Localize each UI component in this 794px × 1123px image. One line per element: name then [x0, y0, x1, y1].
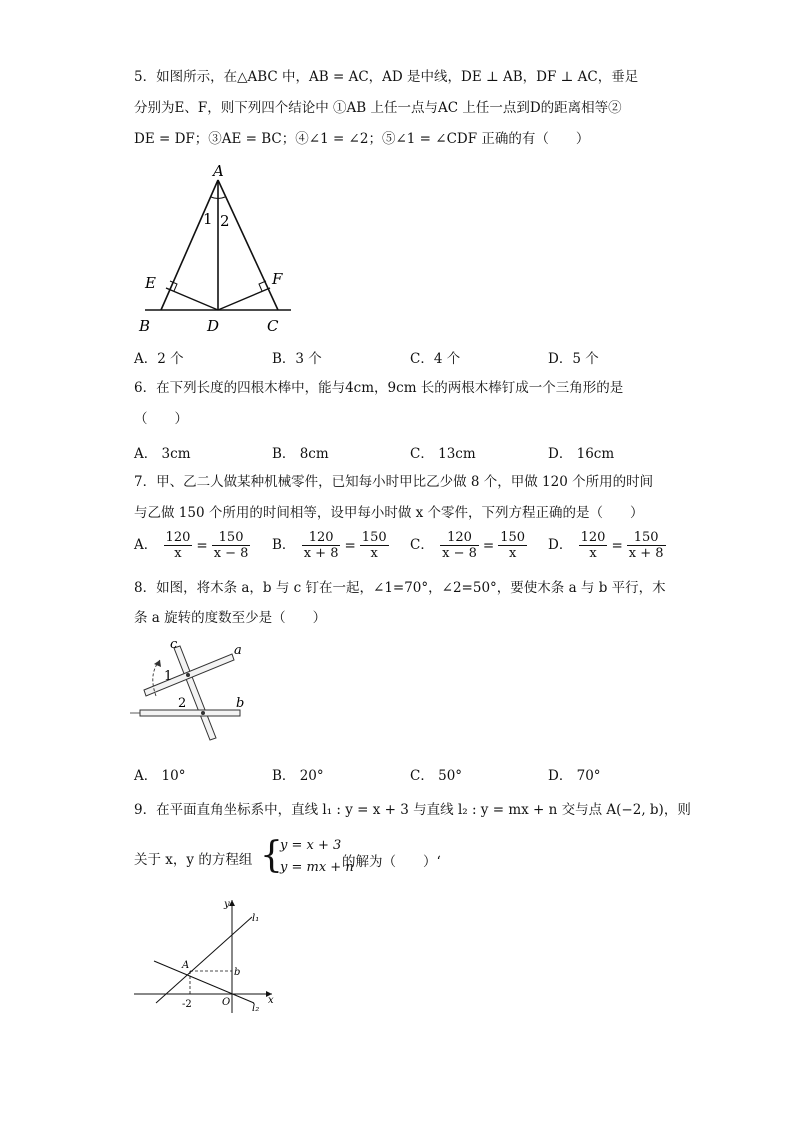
q7-option-a[interactable]: A． $\frac{120}{x}$ = $\frac{150}{x - 8}$ [134, 530, 249, 561]
fraction: $\frac{120}{x}$ [580, 530, 606, 561]
q5-option-d[interactable]: D．5 个 [548, 351, 599, 367]
q5-stem-line2: 分别为E、F，则下列四个结论中 ①AB 上任一点与AC 上任一点到D的距离相等② [134, 100, 622, 116]
fraction: $\frac{150}{x}$ [500, 530, 526, 561]
q6-stem-line1: 6．在下列长度的四根木棒中，能与4cm，9cm 长的两根木棒钉成一个三角形的是 [134, 380, 624, 396]
q5-option-b[interactable]: B．3 个 [272, 351, 322, 367]
fraction: $\frac{150}{x - 8}$ [213, 530, 249, 561]
q5-label-B: B [139, 317, 151, 335]
q8-option-c[interactable]: C． 50° [410, 768, 463, 784]
fraction: $\frac{120}{x + 8}$ [303, 530, 339, 561]
q8-label-c: c [170, 637, 178, 652]
q7-option-d-label: D． [548, 537, 573, 553]
q5-triangle-figure [135, 160, 300, 335]
q8-option-d[interactable]: D． 70° [548, 768, 601, 784]
q5-label-D: D [207, 317, 220, 335]
q9-system-eq1: y = x + 3 [280, 838, 342, 853]
q5-stem-line1: 5．如图所示，在△ABC 中，AB = AC，AD 是中线，DE ⊥ AB，DF ⊥ AC，垂足 [134, 69, 639, 85]
q6-option-c[interactable]: C． 13cm [410, 446, 476, 462]
q9-line-l1-label: l₁ [252, 913, 260, 924]
q6-stem-line2: （ ） [134, 411, 188, 427]
q9-point-A-label: A [182, 960, 190, 971]
q8-label-a: a [234, 643, 242, 658]
system-brace: { [260, 835, 283, 876]
q5-option-c[interactable]: C．4 个 [410, 351, 461, 367]
q5-label-F: F [272, 270, 283, 288]
q8-stem-line2: 条 a 旋转的度数至少是（ ） [134, 610, 327, 626]
q7-option-c[interactable]: C． $\frac{120}{x - 8}$ = $\frac{150}{x}$ [410, 530, 526, 561]
q5-label-A: A [213, 162, 224, 180]
q5-label-E: E [145, 274, 156, 292]
q5-angle-2: 2 [220, 212, 230, 230]
q7-stem-line1: 7．甲、乙二人做某种机械零件，已知每小时甲比乙少做 8 个，甲做 120 个所用的时间 [134, 474, 654, 490]
q8-label-b: b [236, 696, 245, 711]
q8-wood-strips-figure [130, 636, 255, 751]
q8-option-b[interactable]: B． 20° [272, 768, 324, 784]
q7-option-d[interactable]: D． $\frac{120}{x}$ = $\frac{150}{x + 8}$ [548, 530, 664, 561]
q6-option-b[interactable]: B． 8cm [272, 446, 329, 462]
q5-angle-1: 1 [203, 210, 213, 228]
q9-stem-line1: 9．在平面直角坐标系中，直线 l₁ : y = x + 3 与直线 l₂ : y = mx + n 交与点 A(−2, b)，则 [134, 802, 691, 818]
q7-option-b[interactable]: B． $\frac{120}{x + 8}$ = $\frac{150}{x}$ [272, 530, 387, 561]
q9-system-eq2: y = mx + n [280, 860, 354, 875]
q7-option-b-label: B． [272, 537, 296, 553]
q9-stem-line2-pre: 关于 x，y 的方程组 [134, 852, 253, 868]
q9-coordinate-graph [130, 895, 280, 1015]
q7-option-a-label: A． [134, 537, 158, 553]
q6-option-d[interactable]: D． 16cm [548, 446, 615, 462]
q9-b-label: b [234, 967, 241, 978]
fraction: $\frac{120}{x}$ [165, 530, 191, 561]
q8-stem-line1: 8．如图，将木条 a，b 与 c 钉在一起，∠1=70°，∠2=50°，要使木条 a 与 b 平行，木 [134, 580, 666, 596]
fraction: $\frac{150}{x}$ [361, 530, 387, 561]
q9-neg2-label: -2 [182, 999, 192, 1010]
q7-option-c-label: C． [410, 537, 434, 553]
q8-angle-2: 2 [178, 696, 187, 711]
q9-axis-y-label: y [224, 899, 230, 910]
q8-angle-1: 1 [164, 669, 173, 684]
q9-origin-label: O [222, 997, 231, 1008]
q5-option-a[interactable]: A．2 个 [134, 351, 184, 367]
fraction: $\frac{150}{x + 8}$ [628, 530, 664, 561]
q8-option-a[interactable]: A． 10° [134, 768, 186, 784]
q9-line-l2-label: l₂ [252, 1003, 260, 1014]
q5-label-C: C [267, 317, 279, 335]
q7-stem-line2: 与乙做 150 个所用的时间相等，设甲每小时做 x 个零件，下列方程正确的是（ ） [134, 505, 644, 521]
q9-stem-line2-post: 的解为（ ）‘ [342, 854, 441, 870]
q5-stem-line3: DE = DF；③AE = BC；④∠1 = ∠2；⑤∠1 = ∠CDF 正确的有（ ） [134, 131, 590, 147]
q6-option-a[interactable]: A． 3cm [134, 446, 191, 462]
fraction: $\frac{120}{x - 8}$ [442, 530, 477, 561]
q9-axis-x-label: x [268, 995, 274, 1006]
